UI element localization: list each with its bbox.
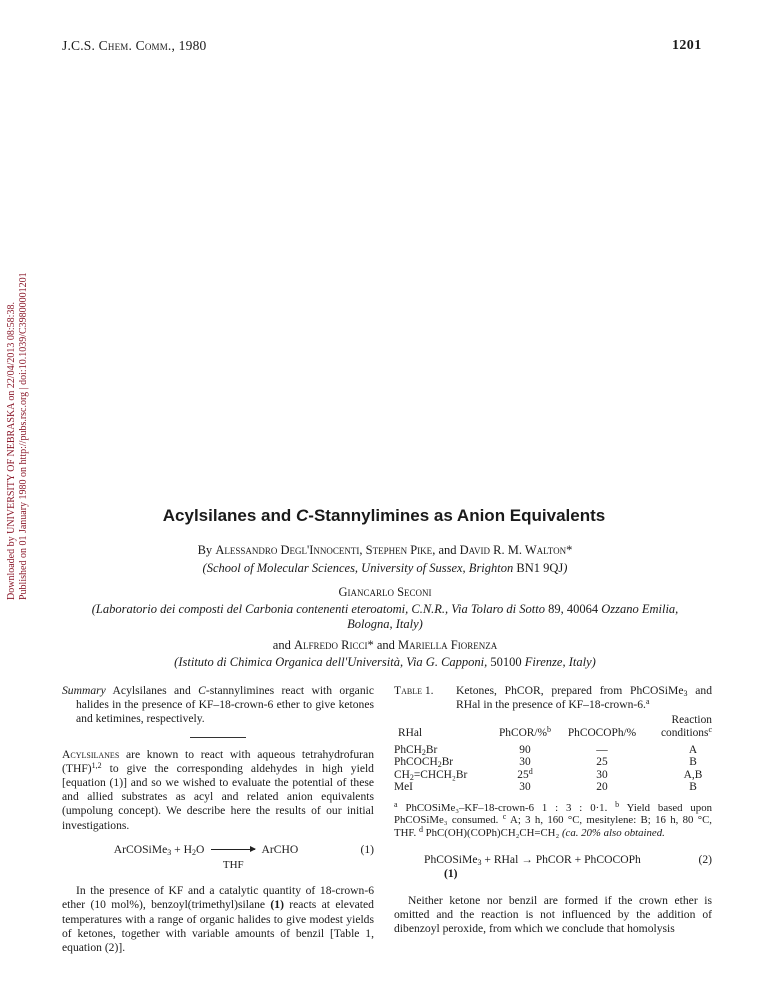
- publication-notice: Published on 01 January 1980 on http://pubs.rsc.org | doi:10.1039/C39800001201: [18, 272, 29, 600]
- affiliation-2-cont: Bologna, Italy): [347, 617, 423, 631]
- author-line-1: By Alessandro Degl'Innocenti, Stephen Pike, and David R. M. Walton*: [197, 543, 573, 557]
- affiliation-1: (School of Molecular Sciences, University of Sussex, Brighton BN1 9QJ): [202, 561, 568, 575]
- col-header-conditions-b: conditions: [660, 727, 709, 739]
- table-footnotes: $^a$ PhCOSiMe₃–KF–18-crown-6 1 : 3 : 0·1. $^b$ Yield based upon PhCOSiMe₃ consumed. $^c$ A; 3 h, 160 °C, mesitylene: B; 16 h, 80 °C, THF. $^d$ PhC(OH)(COPh)CH₂CH=CH₂ (ca. 20% also obtained.: [394, 799, 712, 839]
- journal-series: Chem. Comm.: [98, 38, 172, 53]
- author: Alfredo Ricci*: [293, 638, 374, 652]
- cell-phcor: 25$^d$: [517, 766, 533, 781]
- table-row: [394, 744, 712, 757]
- table-row: [394, 781, 712, 794]
- cell-conditions: B: [689, 781, 697, 794]
- table-row: [394, 756, 712, 769]
- cell-rhal: PhCOCH$_2$Br: [394, 756, 454, 770]
- body-paragraph: In the presence of KF and a catalytic quantity of 18-crown-6 ether (10 mol%), benzoyl(trimethyl)silane (1) reacts at elevated temperatures with a range of organic halides to give modest yields of ketones, together with variable amounts of benzil [Table 1, equation (2)].: [62, 884, 374, 955]
- journal-abbrev: J.C.S.: [62, 38, 96, 53]
- left-column: [62, 684, 374, 955]
- equation-2: PhCOSiMe$_3$ + RHal → PhCOR + PhCOCOPh (1) (2): [424, 853, 712, 881]
- cell-phcor: 30: [519, 781, 531, 794]
- ketone-table: [394, 714, 712, 794]
- cell-rhal: PhCH$_2$Br: [394, 743, 438, 757]
- affiliation-3: (Istituto di Chimica Organica dell'Università, Via G. Capponi, 50100 Firenze, Italy): [174, 655, 596, 669]
- equation-number: (2): [698, 853, 712, 867]
- section-divider: [190, 737, 246, 738]
- cell-benzil: —: [596, 743, 608, 756]
- equation-1: ArCOSiMe$_3$ + $H_2O$ THF ArCHO (1): [113, 842, 374, 872]
- cell-conditions: A,B: [683, 768, 703, 781]
- summary-paragraph: Summary Acylsilanes and C-stannylimines react with organic halides in the presence of KF–18-crown-6 ether to give ketones and ketimines, respectively.: [62, 684, 374, 726]
- author: Mariella Fiorenza: [398, 638, 498, 652]
- col-header-rhal: RHal: [398, 727, 423, 739]
- table-row: [394, 769, 712, 782]
- page-number: 1201: [672, 38, 702, 53]
- cell-benzil: 25: [596, 756, 608, 769]
- journal-year: 1980: [178, 38, 207, 53]
- right-column: [394, 684, 712, 936]
- col-header-conditions-a: Reaction: [671, 714, 712, 727]
- cell-phcor: 30: [519, 756, 531, 769]
- download-notice: Downloaded by UNIVERSITY OF NEBRASKA on 22/04/2013 08:58:38.: [6, 302, 17, 600]
- cell-benzil: 20: [596, 781, 608, 794]
- cell-rhal: $CH_2=CHCH_2Br$: [394, 768, 468, 782]
- intro-paragraph: Acylsilanes are known to react with aqueous tetrahydrofuran (THF)$^{1,2}$ to give the corresponding aldehydes in high yield [equation (1)] and so we wished to evaluate the potential of these and allied substrates as acyl and related anion equivalents (umpolung concept). We describe here the results of our initial investigations.: [62, 747, 374, 832]
- author: Stephen Pike: [365, 543, 433, 557]
- equation-number: (1): [360, 842, 374, 856]
- table-header-row: RHal PhCOR/%$^b$ PhCOCOPh/% Reaction conditions$^c$: [398, 714, 712, 739]
- author-line-2: Giancarlo Seconi: [338, 585, 432, 599]
- col-header-phcor: PhCOR/%: [498, 727, 548, 739]
- download-watermark: [0, 240, 30, 600]
- author: Alessandro Degl'Innocenti: [215, 543, 360, 557]
- col-header-benzil: PhCOCOPh/%: [567, 727, 637, 739]
- cell-rhal: MeI: [394, 781, 413, 794]
- cell-phcor: 90: [519, 743, 531, 756]
- article-title: Acylsilanes and C-Stannylimines as Anion Equivalents: [162, 506, 606, 525]
- cell-conditions: B: [689, 756, 697, 769]
- author: David R. M. Walton*: [459, 543, 573, 557]
- affiliation-2: (Laboratorio dei composti del Carbonia contenenti eteroatomi, C.N.R., Via Tolaro di Sotto 89, 40064 Ozzano Emilia,: [91, 602, 679, 616]
- reaction-arrow: THF: [211, 843, 255, 872]
- cell-benzil: 30: [596, 768, 608, 781]
- author-line-3: and Alfredo Ricci* and Mariella Fiorenza: [272, 638, 498, 652]
- body-paragraph: Neither ketone nor benzil are formed if the crown ether is omitted and the reaction is not influenced by the addition of dibenzoyl peroxide, from which we conclude that homolysis: [394, 893, 712, 935]
- running-header: J.C.S. Chem. Comm., 1980: [62, 38, 207, 53]
- table-caption: Table 1. Ketones, PhCOR, prepared from PhCOSiMe$_3$ and RHal in the presence of KF–18-crown-6.$^a$: [394, 684, 712, 712]
- cell-conditions: A: [688, 743, 698, 756]
